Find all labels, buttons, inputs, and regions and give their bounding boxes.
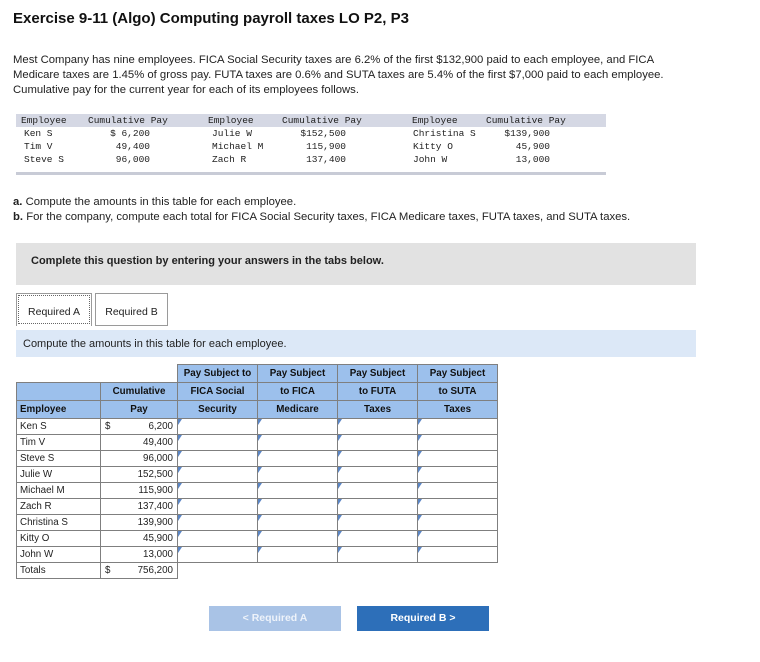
input-fica-ss[interactable] xyxy=(178,419,258,435)
table-row xyxy=(17,467,498,483)
header-fica-med-line3: Medicare xyxy=(258,401,338,419)
row-dollar-sign xyxy=(101,547,115,563)
row-employee: Michael M xyxy=(17,483,101,499)
prev-required-a-button[interactable]: < Required A xyxy=(209,606,341,631)
table-row xyxy=(17,515,498,531)
page-title: Exercise 9-11 (Algo) Computing payroll taxes LO P2, P3 xyxy=(13,10,409,27)
row-dollar-sign: $ xyxy=(101,563,115,579)
input-futa[interactable] xyxy=(338,483,418,499)
input-suta[interactable] xyxy=(418,451,498,467)
input-futa[interactable] xyxy=(338,467,418,483)
input-suta[interactable] xyxy=(418,531,498,547)
header-suta-line2: to SUTA xyxy=(418,383,498,401)
totals-row xyxy=(17,563,498,579)
input-futa[interactable] xyxy=(338,499,418,515)
header-futa-line3: Taxes xyxy=(338,401,418,419)
table-row xyxy=(17,547,498,563)
table-row xyxy=(17,451,498,467)
row-employee: Tim V xyxy=(17,435,101,451)
row-cumulative-pay: 45,900 xyxy=(115,531,178,547)
row-dollar-sign xyxy=(101,515,115,531)
input-fica-medicare[interactable] xyxy=(258,467,338,483)
section-instruction: Compute the amounts in this table for each employee. xyxy=(23,338,287,350)
row-cumulative-pay: 139,900 xyxy=(115,515,178,531)
header-suta-line1: Pay Subject xyxy=(418,365,498,383)
input-suta[interactable] xyxy=(418,547,498,563)
input-fica-medicare[interactable] xyxy=(258,419,338,435)
input-fica-medicare[interactable] xyxy=(258,451,338,467)
input-futa[interactable] xyxy=(338,451,418,467)
given-col2-employee-header: Employee xyxy=(208,115,254,126)
row-dollar-sign xyxy=(101,435,115,451)
given-col2-pay-header: Cumulative Pay xyxy=(282,115,362,126)
given-employee-name: Christina S xyxy=(413,128,476,139)
table-row xyxy=(17,499,498,515)
row-employee: Christina S xyxy=(17,515,101,531)
row-cumulative-pay: 137,400 xyxy=(115,499,178,515)
input-fica-ss[interactable] xyxy=(178,467,258,483)
input-suta[interactable] xyxy=(418,435,498,451)
given-employee-name: Tim V xyxy=(24,141,53,152)
input-fica-ss[interactable] xyxy=(178,435,258,451)
row-cumulative-pay: 756,200 xyxy=(115,563,178,579)
given-col3-employee-header: Employee xyxy=(412,115,458,126)
given-col1-pay-header: Cumulative Pay xyxy=(88,115,168,126)
header-suta-line3: Taxes xyxy=(418,401,498,419)
input-fica-medicare[interactable] xyxy=(258,515,338,531)
row-dollar-sign xyxy=(101,483,115,499)
given-data-table xyxy=(16,114,606,176)
row-employee: Kitty O xyxy=(17,531,101,547)
input-futa[interactable] xyxy=(338,419,418,435)
row-dollar-sign xyxy=(101,467,115,483)
row-employee: Ken S xyxy=(17,419,101,435)
table-row xyxy=(17,419,498,435)
input-fica-ss[interactable] xyxy=(178,531,258,547)
given-employee-pay: $139,900 xyxy=(504,128,550,139)
given-col3-pay-header: Cumulative Pay xyxy=(486,115,566,126)
header-futa-line2: to FUTA xyxy=(338,383,418,401)
given-employee-name: Steve S xyxy=(24,154,64,165)
input-suta[interactable] xyxy=(418,499,498,515)
input-suta[interactable] xyxy=(418,515,498,531)
given-col1-employee-header: Employee xyxy=(21,115,67,126)
row-cumulative-pay: 96,000 xyxy=(115,451,178,467)
header-cumulative-line2: Pay xyxy=(101,401,178,419)
header-fica-med-line1: Pay Subject xyxy=(258,365,338,383)
input-fica-medicare[interactable] xyxy=(258,435,338,451)
given-employee-name: Julie W xyxy=(212,128,252,139)
given-employee-pay: 13,000 xyxy=(515,154,550,165)
given-employee-name: Zach R xyxy=(212,154,247,165)
row-cumulative-pay: 49,400 xyxy=(115,435,178,451)
complete-note: Complete this question by entering your answers in the tabs below. xyxy=(31,255,384,267)
given-employee-name: Michael M xyxy=(212,141,264,152)
input-futa[interactable] xyxy=(338,435,418,451)
row-dollar-sign xyxy=(101,451,115,467)
input-futa[interactable] xyxy=(338,515,418,531)
input-fica-medicare[interactable] xyxy=(258,483,338,499)
section-instruction-bar xyxy=(16,330,696,357)
given-employee-pay: $ 6,200 xyxy=(110,128,150,139)
row-cumulative-pay: 152,500 xyxy=(115,467,178,483)
input-suta[interactable] xyxy=(418,419,498,435)
given-employee-pay: 49,400 xyxy=(115,141,150,152)
given-employee-name: Kitty O xyxy=(413,141,453,152)
input-fica-ss[interactable] xyxy=(178,483,258,499)
input-fica-ss[interactable] xyxy=(178,499,258,515)
given-employee-name: John W xyxy=(413,154,448,165)
input-fica-ss[interactable] xyxy=(178,547,258,563)
row-cumulative-pay: 13,000 xyxy=(115,547,178,563)
given-employee-name: Ken S xyxy=(24,128,53,139)
input-suta[interactable] xyxy=(418,467,498,483)
row-cumulative-pay: 115,900 xyxy=(115,483,178,499)
header-fica-ss-line1: Pay Subject to xyxy=(178,365,258,383)
header-fica-med-line2: to FICA xyxy=(258,383,338,401)
instructions xyxy=(13,195,630,225)
row-employee: Julie W xyxy=(17,467,101,483)
problem-text: Mest Company has nine employees. FICA Social Security taxes are 6.2% of the first $132,900 paid to each employee, and FICA Medicare taxes are 1.45% of gross pay. FUTA taxes are 0.6% and SUTA taxes are 5.4% of the first $7,000 paid to each employee. Cumulative pay for the current year for each of its employees follows. xyxy=(13,54,664,96)
input-futa[interactable] xyxy=(338,531,418,547)
given-employee-pay: 137,400 xyxy=(306,154,346,165)
table-row xyxy=(17,435,498,451)
row-dollar-sign xyxy=(101,531,115,547)
given-employee-pay: 96,000 xyxy=(115,154,150,165)
given-employee-pay: 115,900 xyxy=(306,141,346,152)
input-fica-medicare[interactable] xyxy=(258,531,338,547)
next-required-b-button[interactable]: Required B > xyxy=(357,606,489,631)
input-fica-medicare[interactable] xyxy=(258,547,338,563)
instruction-a: a. Compute the amounts in this table for each employee. xyxy=(13,196,297,208)
row-cumulative-pay: 6,200 xyxy=(115,419,178,435)
tab-required-a[interactable]: Required A xyxy=(16,293,92,326)
row-employee: Totals xyxy=(17,563,101,579)
given-employee-pay: 45,900 xyxy=(515,141,550,152)
input-fica-ss[interactable] xyxy=(178,515,258,531)
complete-note-box xyxy=(16,243,696,285)
header-fica-ss-line2: FICA Social xyxy=(178,383,258,401)
input-futa[interactable] xyxy=(338,547,418,563)
row-employee: Zach R xyxy=(17,499,101,515)
input-fica-ss[interactable] xyxy=(178,451,258,467)
given-employee-pay: $152,500 xyxy=(300,128,346,139)
header-employee: Employee xyxy=(17,401,101,419)
table-row xyxy=(17,531,498,547)
input-suta[interactable] xyxy=(418,483,498,499)
tab-required-b[interactable]: Required B xyxy=(95,293,168,326)
header-futa-line1: Pay Subject xyxy=(338,365,418,383)
given-data-bottom-rule xyxy=(16,172,606,175)
row-dollar-sign xyxy=(101,499,115,515)
instruction-b: b. For the company, compute each total for FICA Social Security taxes, FICA Medicare taxes, FUTA taxes, and SUTA taxes. xyxy=(13,211,631,223)
table-row xyxy=(17,483,498,499)
row-dollar-sign: $ xyxy=(101,419,115,435)
row-employee: Steve S xyxy=(17,451,101,467)
header-cumulative-line1: Cumulative xyxy=(101,383,178,401)
row-employee: John W xyxy=(17,547,101,563)
header-fica-ss-line3: Security xyxy=(178,401,258,419)
answer-table xyxy=(16,364,498,579)
input-fica-medicare[interactable] xyxy=(258,499,338,515)
